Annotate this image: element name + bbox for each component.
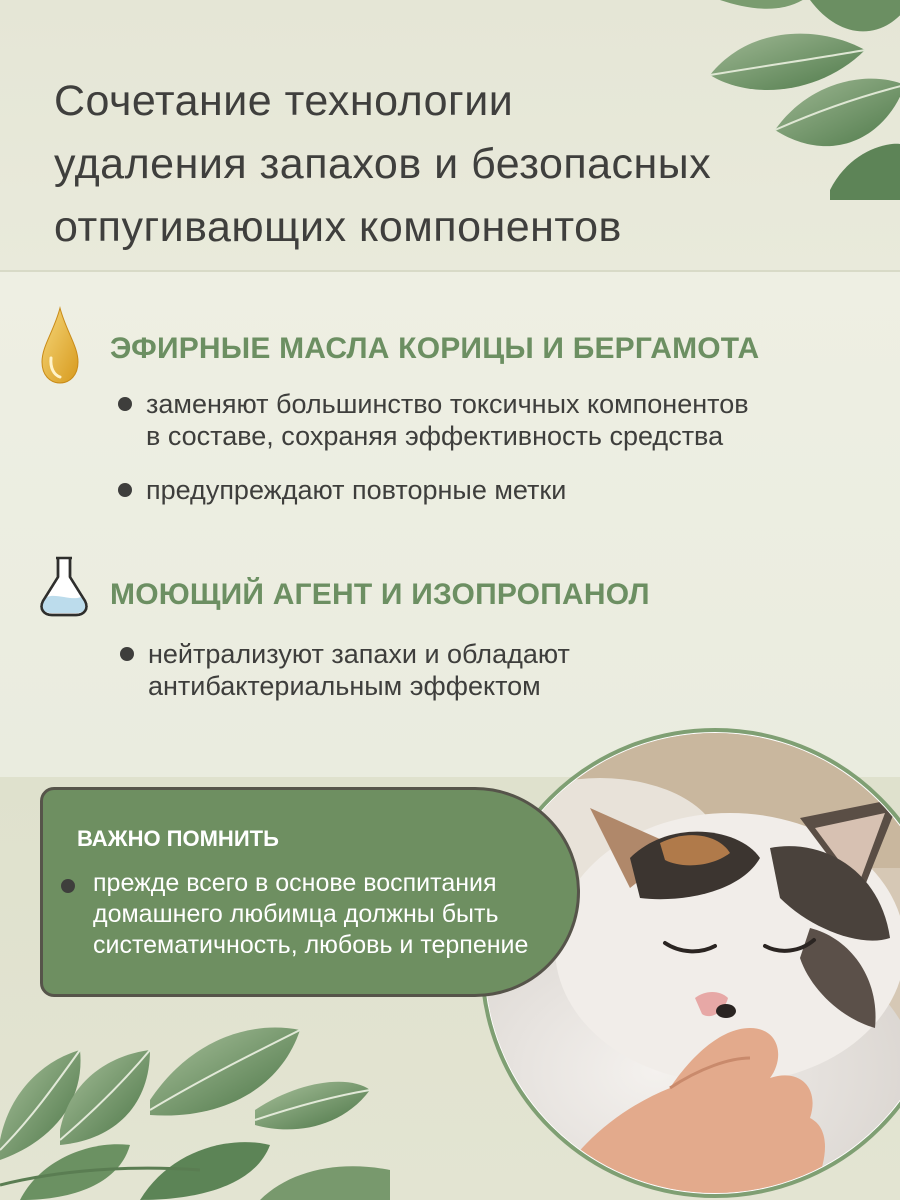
list-item: [118, 388, 858, 452]
note-text: [93, 868, 528, 961]
bullet-dot: [118, 397, 132, 411]
bullet-text-line: в составе, сохраняя эффективность средства: [146, 421, 724, 451]
list-item: [120, 638, 680, 702]
note-text-line: прежде всего в основе воспитания: [93, 869, 497, 897]
note-title: ВАЖНО ПОМНИТЬ: [77, 826, 279, 851]
title-line-2: удаления запахов и безопасных: [54, 140, 712, 188]
leaves-decoration-bottom-left: [0, 1020, 390, 1200]
bullet-text-line: антибактериальным эффектом: [148, 671, 541, 701]
title-line-3: отпугивающих компонентов: [54, 203, 622, 251]
page-title: [54, 70, 734, 259]
important-note-card: [40, 787, 580, 997]
section-heading-essential-oils: ЭФИРНЫЕ МАСЛА КОРИЦЫ И БЕРГАМОТА: [110, 332, 760, 365]
bullet-dot: [61, 879, 75, 893]
oil-drop-icon: [40, 306, 80, 386]
title-line-1: Сочетание технологии: [54, 77, 514, 125]
flask-icon: [38, 555, 90, 617]
bullet-text-line: заменяют большинство токсичных компонентов: [146, 389, 749, 419]
list-item: [118, 474, 718, 506]
bullet-dot: [118, 483, 132, 497]
note-text-line: систематичность, любовь и терпение: [93, 931, 529, 959]
note-text-line: домашнего любимца должны быть: [93, 900, 499, 928]
bullet-dot: [120, 647, 134, 661]
bullet-text-line: нейтрализуют запахи и обладают: [148, 639, 570, 669]
bullet-text-line: предупреждают повторные метки: [146, 475, 567, 505]
section-heading-detergent: МОЮЩИЙ АГЕНТ И ИЗОПРОПАНОЛ: [110, 578, 650, 611]
